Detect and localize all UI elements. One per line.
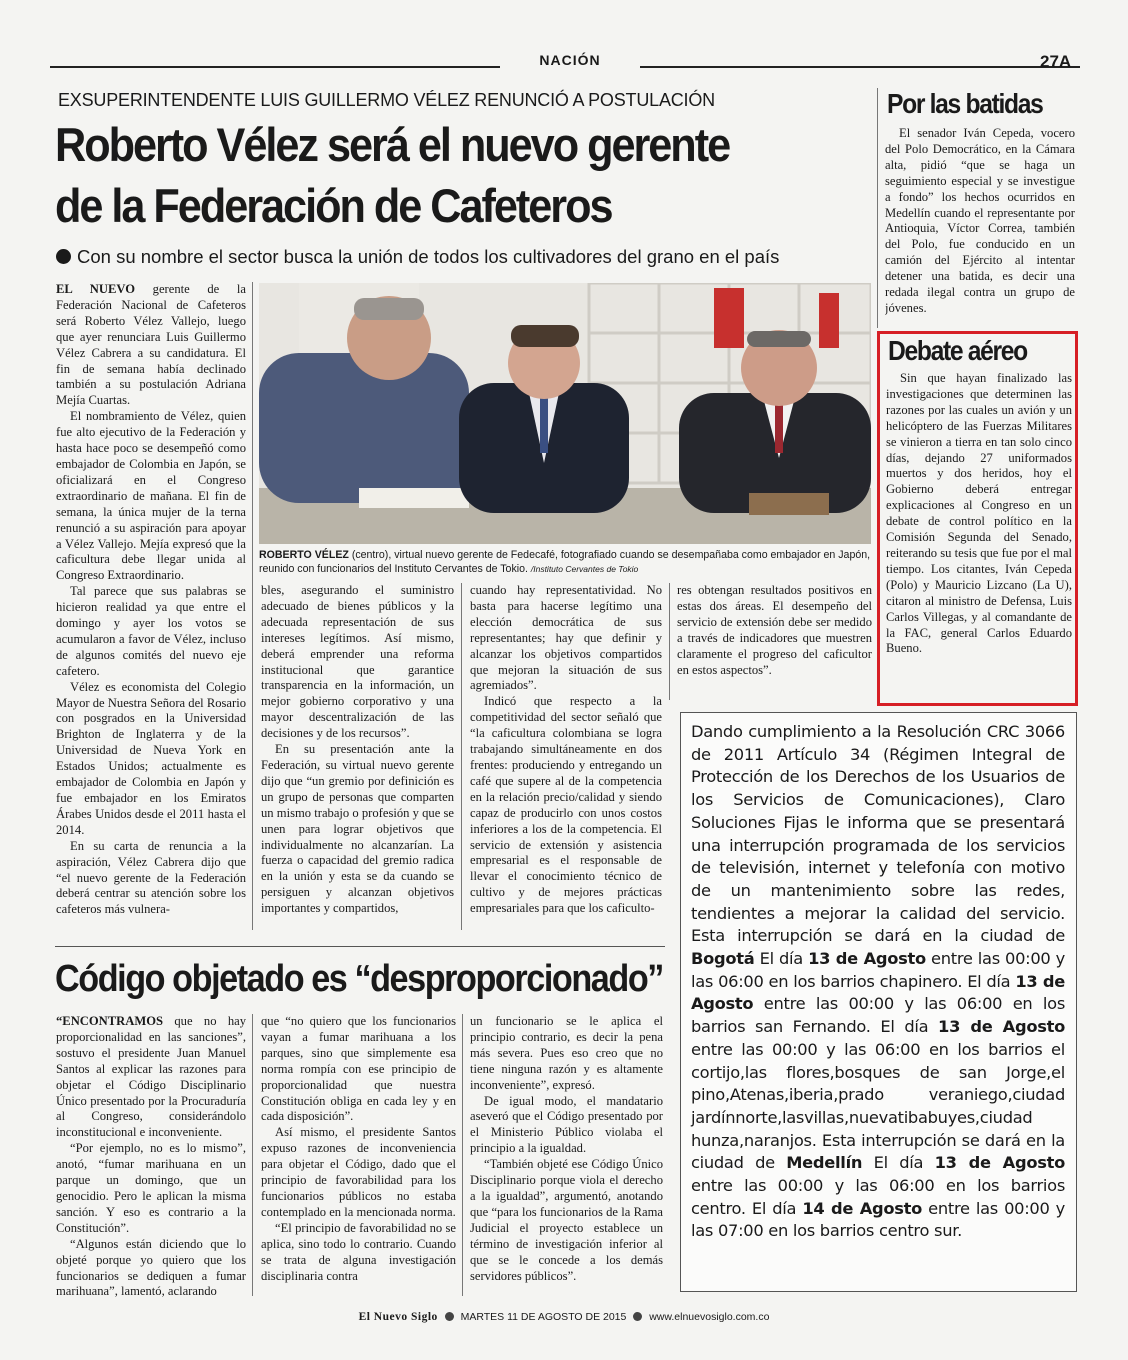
notice-text: El día bbox=[862, 1153, 935, 1173]
notice-date: 13 de Agosto bbox=[691, 971, 1065, 1014]
story-divider bbox=[55, 946, 665, 947]
notice-date: 13 de Agosto bbox=[938, 1017, 1065, 1037]
deck bbox=[56, 246, 779, 268]
caption-text: (centro), virtual nuevo gerente de Fedecafé, fotografiado cuando se desempañaba como embajador en Japón, reunido con funcionarios del Instituto Cervantes de Tokio. bbox=[259, 549, 871, 575]
paragraph: En su carta de renuncia a la aspiración, Vélez Cabrera dijo que “el nuevo gerente de la Federación deberá centrar su atención sobre los cafeteros más vulnera- bbox=[56, 838, 246, 917]
paragraph: Sin que hayan finalizado las investigaciones que determinen las razones por las cuales un avión y un helicóptero de las Fuerzas Militares se vinieron a tierra en tan solo cinco días, dejando 27 uniformados muertos y dos heridos, hoy el Gobierno deberá entregar explicaciones al Congreso en un debate de control político en la Comisión Segunda del Senado, reiterando su tesis que fue por el mal tiempo. Los citantes, Iván Cepeda (Polo) y Mauricio Lizcano (La U), citaron al ministro de Defensa, Luis Carlos Villegas, y al comandante de la FAC, general Carlos Eduardo Bueno. bbox=[886, 371, 1072, 656]
footer-url[interactable]: www.elnuevosiglo.com.co bbox=[649, 1311, 770, 1323]
second-column-3 bbox=[470, 1014, 663, 1284]
notice-date: 13 de Agosto bbox=[934, 1153, 1065, 1173]
service-notice bbox=[691, 721, 1065, 1243]
main-column-2 bbox=[261, 583, 454, 917]
main-column-4 bbox=[677, 583, 872, 678]
kicker: EXSUPERINTENDENTE LUIS GUILLERMO VÉLEZ RENUNCIÓ A POSTULACIÓN bbox=[58, 90, 715, 110]
page-footer bbox=[0, 1311, 1128, 1323]
sidebar-title-batidas: Por las batidas bbox=[887, 88, 1043, 119]
news-photo bbox=[259, 283, 871, 544]
notice-date: 14 de Agosto bbox=[802, 1198, 923, 1218]
bullet-icon bbox=[56, 249, 71, 264]
meeting-photo-illustration bbox=[259, 283, 871, 544]
deck-text: Con su nombre el sector busca la unión de todos los cultivadores del grano en el país bbox=[77, 246, 780, 267]
column-rule bbox=[461, 583, 462, 930]
paragraph: “Por ejemplo, no es lo mismo”, anotó, “fumar marihuana en un parque un domingo, que un genocidio. Pero le aplican la misma sanción. Y eso es contrario a la Constitución”. bbox=[56, 1141, 246, 1235]
notice-text: Dando cumplimiento a la Resolución CRC 3066 de 2011 Artículo 34 (Régimen Integral de Protección de los Derechos de los Usuarios de los Servicios de Comunicaciones), Claro Soluciones Fijas le informa que se presentará una interrupción programada de los servicios de televisión, internet y telefonía con motivo de un mantenimiento sobre las redes, tendientes a mejorar la calidad del servicio. Esta interrupción se dará en la ciudad de bbox=[691, 722, 1065, 946]
paragraph: De igual modo, el mandatario aseveró que el Código presentado por el Ministerio Público violaba el principio a la igualdad. bbox=[470, 1093, 663, 1156]
paragraph: “El principio de favorabilidad no se aplica, sino todo lo contrario. Cuando se trata de alguna investigación disciplinaria contra bbox=[261, 1220, 456, 1283]
sidebar-debate-text bbox=[886, 371, 1072, 657]
caption-name: ROBERTO VÉLEZ bbox=[259, 549, 349, 561]
paragraph-text: gerente de la Federación Nacional de Cafeteros será Roberto Vélez Vallejo, luego que ayer renunciara Luis Guillermo Vélez Cabrera a su candidatura. El fin de semana había declinado también a su postulación Adriana Mejía Cuartas. bbox=[56, 282, 246, 408]
notice-text: entre las 00:00 y las 06:00 en los barrios el cortijo,las flores,bosques de san Jorge,el pino,Atenas,iberia,prado veraniego,ciudad jardínnorte,lasvillas,nuevatibabuyes,ciudad hunza,naranjos. Esta interrupción se dará en la ciudad de bbox=[691, 1039, 1065, 1173]
paragraph: “Algunos están diciendo que lo objeté porque yo quiero que los funcionarios se dediquen a fumar marihuana”, lamentó, aclarando bbox=[56, 1236, 246, 1299]
paragraph: “También objeté ese Código Único Disciplinario porque viola el derecho a la igualdad”, argumentó, anotando que “para los funcionarios de la Rama Judicial el proyecto establece un término de investigación inferior al que se le concede a los demás servidores públicos”. bbox=[470, 1157, 663, 1283]
paragraph: res obtengan resultados positivos en estas dos áreas. El desempeño del servicio de extensión debe ser medido a través de indicadores que muestren claramente el progreso del caficultor en estos aspectos”. bbox=[677, 583, 872, 677]
paragraph: bles, asegurando el suministro adecuado de bienes públicos y la adecuada representación de sus intereses legítimos. Así mismo, deberá emprender una reforma institucional que garantice transparencia en la información, un mejor gobierno corporativo y una mayor descentralización de las decisiones y de los recursos”. bbox=[261, 583, 454, 741]
newspaper-brand: El Nuevo Siglo bbox=[358, 1311, 438, 1323]
main-column-3 bbox=[470, 583, 662, 917]
paragraph: Indicó que respecto a la competitividad del sector señaló que “la caficultura colombiana se logra trabajando simultáneamente en dos frentes: produciendo y entregando un café que supere al de la competencia en la relación precio/calidad y siendo capaz de producirlo con unos costos inferiores a los de la competencia. El servicio de extensión y asistencia empresarial es el responsable de llevar el conocimiento técnico de cultivo y de mejores prácticas empresariales para que los caficulto- bbox=[470, 694, 662, 916]
footer-date: MARTES 11 DE AGOSTO DE 2015 bbox=[460, 1311, 627, 1323]
caption-credit: /Instituto Cervantes de Tokio bbox=[530, 564, 639, 574]
sidebar-batidas-text bbox=[885, 126, 1075, 331]
paragraph: un funcionario se le aplica el principio contrario, es decir la pena más severa. Pues eso creo que no tiene ninguna razón y es altamente inconveniente”, expresó. bbox=[470, 1014, 663, 1092]
page-number: 27A bbox=[1040, 52, 1072, 71]
notice-text: El día bbox=[754, 949, 809, 969]
second-column-1 bbox=[56, 1014, 246, 1300]
column-rule bbox=[252, 282, 253, 930]
lead-in: “ENCONTRAMOS bbox=[56, 1014, 164, 1028]
sidebar-title-debate: Debate aéreo bbox=[888, 335, 1027, 366]
notice-city: Medellín bbox=[786, 1153, 863, 1173]
headline-line-2: de la Federación de Cafeteros bbox=[55, 179, 612, 232]
notice-text: entre las 00:00 y las 07:00 en los barrios centro sur. bbox=[691, 1198, 1065, 1241]
paragraph: que “no quiero que los funcionarios vayan a fumar marihuana a los parques, sino que simplemente esa norma rompía con ese principio de proporcionalidad que nuestra Constitución obliga en cada ley y en cada disposición”. bbox=[261, 1014, 456, 1124]
main-headline bbox=[55, 114, 800, 236]
column-rule bbox=[669, 583, 670, 700]
lead-in: EL NUEVO bbox=[56, 282, 135, 296]
column-rule bbox=[252, 1014, 253, 1296]
section-label: NACIÓN bbox=[500, 52, 640, 68]
second-headline: Código objetado es “desproporcionado” bbox=[55, 958, 663, 1000]
main-column-1 bbox=[56, 282, 246, 918]
notice-date: 13 de Agosto bbox=[808, 949, 926, 969]
column-rule bbox=[462, 1014, 463, 1296]
bullet-icon bbox=[633, 1312, 642, 1321]
notice-text: entre las 00:00 y las 06:00 en los barrios chapinero. El día bbox=[691, 949, 1065, 991]
notice-city: Bogotá bbox=[691, 949, 755, 969]
paragraph-text: que no hay proporcionalidad en las sanciones”, sostuvo el presidente Juan Manuel Santos al explicar las razones para objetar el Código Disciplinario Único presentado por la Procuraduría al Congreso, considerándolo inconstitucional e inconveniente. bbox=[56, 1014, 246, 1140]
sidebar-rule bbox=[877, 88, 878, 328]
paragraph: Vélez es economista del Colegio Mayor de Nuestra Señora del Rosario con posgrados en la Universidad Brighton de Inglaterra y de la Universidad de Nueva York en Estados Unidos; actualmente es embajador de Colombia en Japón y fue embajador en los Emiratos Árabes Unidos desde el 2011 hasta el 2014. bbox=[56, 679, 246, 837]
notice-text: entre las 00:00 y las 06:00 en los barrios san Fernando. El día bbox=[691, 994, 1065, 1037]
paragraph: El nombramiento de Vélez, quien fue alto ejecutivo de la Federación y hasta hace poco se desempeñó como embajador de Colombia en Japón, se oficializará en el Congreso extraordinario de mañana. El fin de semana, la única mujer de la terna renunció a su aspiración para apoyar a Vélez Vallejo. Mejía expresó que la caficultura debe llegar unida al Congreso Extraordinario. bbox=[56, 409, 246, 583]
notice-text: entre las 00:00 y las 06:00 en los barrios centro. El día bbox=[691, 1176, 1065, 1218]
second-column-2 bbox=[261, 1014, 456, 1284]
bullet-icon bbox=[445, 1312, 454, 1321]
paragraph: En su presentación ante la Federación, su virtual nuevo gerente dijo que “un gremio por definición es un grupo de personas que comparten un mismo trabajo o profesión y que se unen para lograr objetivos que individualmente no alcanzarían. La fuerza o capacidad del gremio radica en la unión y esta se da cuando se persiguen y alcanzan objetivos importantes y compartidos, bbox=[261, 742, 454, 916]
paragraph bbox=[56, 1014, 246, 1141]
paragraph: Tal parece que sus palabras se hicieron realidad ya que entre el domingo y ayer los votos se acumularon a favor de Vélez, incluso de algunos comités del nuevo eje cafetero. bbox=[56, 584, 246, 678]
paragraph bbox=[56, 282, 246, 409]
paragraph: cuando hay representatividad. No basta para hacerse legítimo una elección democrática de sus representantes; hay que definir y alcanzar los objetivos compartidos que mejoran la situación de sus agremiados”. bbox=[470, 583, 662, 693]
paragraph: El senador Iván Cepeda, vocero del Polo Democrático, en la Cámara alta, pidió “que se haga un seguimiento especial y se investigue a fondo” los hechos ocurridos en Medellín cuando el representante por Antioquia, Víctor Correa, también del Polo, fue conducido en un camión del Ejército al intentar detener una batida, es decir una redada ilegal contra un grupo de jóvenes. bbox=[885, 126, 1075, 315]
headline-line-1: Roberto Vélez será el nuevo gerente bbox=[55, 118, 730, 171]
paragraph: Así mismo, el presidente Santos expuso razones de inconveniencia para objetar el Código, dado que el principio de favorabilidad para los funcionarios públicos no estaba contemplado en la mencionada norma. bbox=[261, 1125, 456, 1219]
photo-caption bbox=[259, 548, 871, 576]
